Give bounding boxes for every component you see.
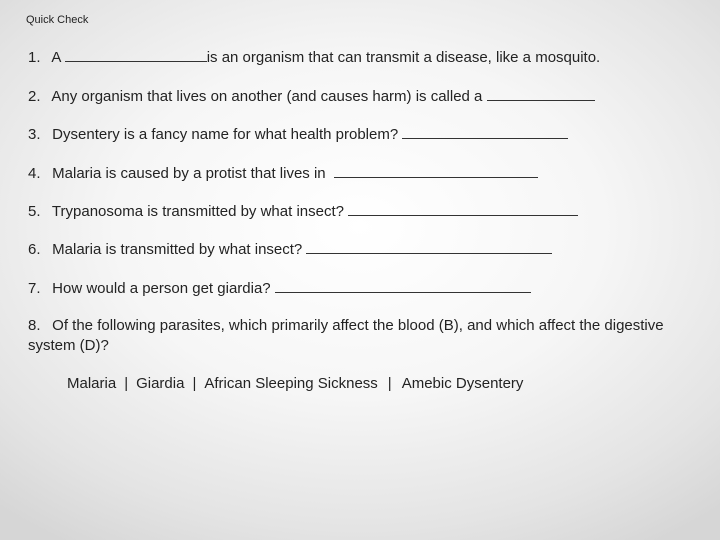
parasite-options [67,374,523,394]
option-african-sleeping-sickness: African Sleeping Sickness [204,375,378,392]
question-text: Malaria is caused by a protist that lives in [52,165,330,182]
question-text: Malaria is transmitted by what insect? [52,241,307,258]
question-text: Trypanosoma is transmitted by what insect? [51,203,349,220]
answer-blank[interactable] [487,86,595,101]
question-text: Any organism that lives on another (and causes harm) is called a [51,88,487,105]
question-number: 6. [28,241,41,258]
question-text-end: is an organism that can transmit a disease, like a mosquito. [206,49,601,66]
question-3 [28,124,568,145]
option-separator: | [387,375,392,392]
option-separator: | [192,375,197,392]
question-text: Dysentery is a fancy name for what health problem? [52,126,403,143]
question-number: 8. [28,317,41,334]
option-amebic-dysentery: Amebic Dysentery [401,375,524,392]
question-text: Of the following parasites, which primarily affect the blood (B), and which affect the digestive system (D)? [28,317,664,354]
option-malaria: Malaria [67,375,117,392]
question-2 [28,86,595,107]
question-7 [28,278,531,299]
question-number: 4. [28,165,41,182]
answer-blank[interactable] [275,278,531,293]
slide-title: Quick Check [26,14,89,26]
question-text: How would a person get giardia? [52,280,275,297]
question-number: 5. [28,203,41,220]
answer-blank[interactable] [402,124,568,139]
question-6 [28,239,552,260]
question-1 [28,47,600,68]
answer-blank[interactable] [348,201,578,216]
question-4 [28,163,538,184]
question-text: A [51,49,65,66]
answer-blank[interactable] [334,163,538,178]
answer-blank[interactable] [306,239,552,254]
question-number: 2. [28,88,41,105]
question-8 [28,316,708,356]
question-number: 1. [28,49,41,66]
option-giardia: Giardia [136,375,185,392]
answer-blank[interactable] [65,47,207,62]
question-number: 7. [28,280,41,297]
question-number: 3. [28,126,41,143]
question-5 [28,201,578,222]
option-separator: | [124,375,129,392]
